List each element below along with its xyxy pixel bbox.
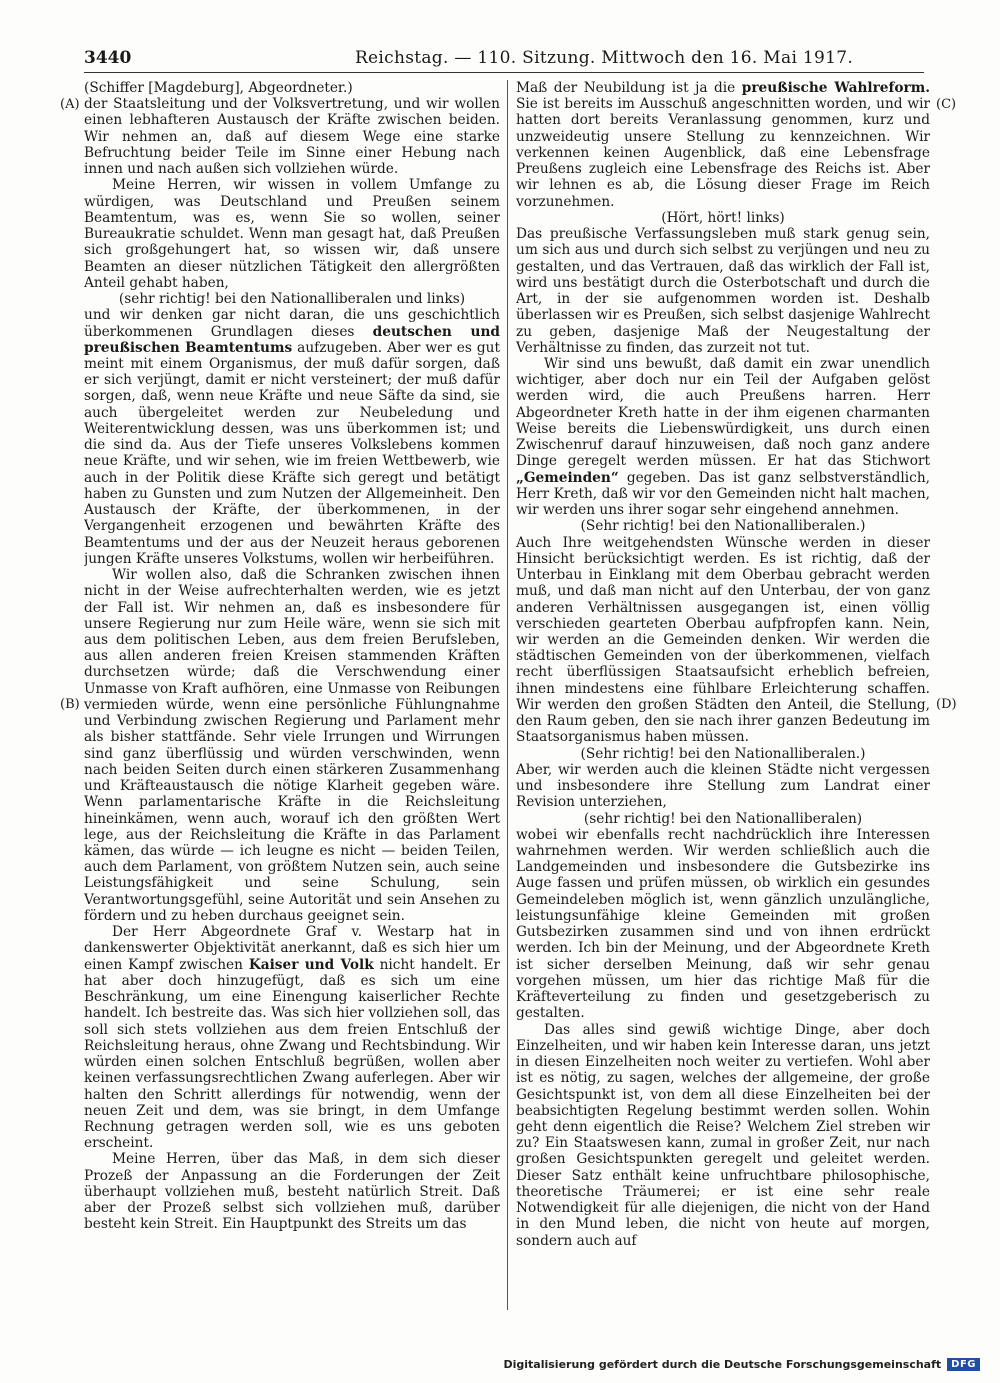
interjection: (Sehr richtig! bei den Nationalliberalen.) <box>580 518 866 535</box>
paragraph: Aber, wir werden auch die kleinen Städte nicht vergessen und insbesondere ihre Stellung zum Landrat einer Revision unterziehen, <box>516 761 930 811</box>
right-column <box>516 80 930 1310</box>
interjection: (sehr richtig! bei den Nationalliberalen) <box>583 810 863 827</box>
paragraph: Maß der Neubildung ist ja die preußische Wahlreform. Sie ist bereits im Ausschuß angeschnitten worden, und wir hatten dort bereits Veranlassung genommen, kurz und unzweideutig unsere Stellung zu kennzeichnen. Wir verkennen keinen Augenblick, daß eine Lebensfrage Preußens zugleich eine Lebensfrage des Reichs ist. Aber wir lehnen es ab, die Lösung dieser Frage im Reich vorzunehmen. <box>516 80 930 210</box>
margin-marker-b: (B) <box>60 697 80 712</box>
footer-text: Digitalisierung gefördert durch die Deutsche Forschungsgemeinschaft <box>503 1358 942 1371</box>
column-divider <box>507 80 508 1310</box>
margin-marker-c: (C) <box>936 97 957 112</box>
paragraph: Wir sind uns bewußt, daß damit ein zwar unendlich wichtiger, aber doch nur ein Teil der Aufgaben gelöst werden wird, die auch Preußens harren. Herr Abgeordneter Kreth hatte in der ihm eigenen charmanten Weise bereits die Liebenswürdigkeit, uns durch einen Zwischenruf darauf hinzuweisen, daß noch ganz andere Dinge geregelt werden müssen. Er hat das Stichwort „Gemeinden“ gegeben. Das ist ganz selbstverständlich, Herr Kreth, daß wir vor den Gemeinden nicht halt machen, wir werden uns ihrer sogar sehr eingehend annehmen. <box>516 355 930 519</box>
emphasis: deutschen und preußischen Beamtentums <box>84 323 500 356</box>
interjection: (Sehr richtig! bei den Nationalliberalen.) <box>580 745 866 762</box>
interjection: (Hört, hört! links) <box>661 209 785 226</box>
interjection: (sehr richtig! bei den Nationalliberalen und links) <box>118 291 466 308</box>
emphasis: „Gemeinden“ <box>516 469 619 486</box>
paragraph: wobei wir ebenfalls recht nachdrücklich ihre Interessen wahrnehmen werden. Wir werden schließlich auch die Landgemeinden und insbesondere die Gutsbezirke ins Auge fassen und prüfen müssen, ob wirklich ein gesundes Gemeindeleben möglich ist, wenn gänzlich unzulängliche, leistungsunfähige kleine Gemeinden mit großen Gutsbezirken zusammen sind und von ihnen erdrückt werden. Ich bin der Meinung, und der Abgeordnete Kreth ist sicher derselben Meinung, daß wir sehr genau vorgehen müssen, um hier das richtige Maß für die Kräfteverteilung zu finden und gesetzgeberisch zu gestalten. <box>516 826 930 1022</box>
left-column <box>84 80 500 1310</box>
paragraph: Meine Herren, wir wissen in vollem Umfange zu würdigen, was Deutschland und Preußen seinem Beamtentum, was es, wenn Sie so wollen, seiner Bureaukratie schuldet. Wenn man gesagt hat, daß Preußen sich großgehungert hat, so wissen wir, daß unsere Beamten an dieser nützlichen Tätigkeit den allergrößten Anteil gehabt haben, <box>84 177 500 291</box>
margin-marker-d: (D) <box>936 697 957 712</box>
speaker-line: (Schiffer [Magdeburg], Abgeordneter.) <box>84 80 353 96</box>
emphasis: Kaiser und Volk <box>248 956 374 973</box>
paragraph: Das preußische Verfassungsleben muß stark genug sein, um sich aus und durch sich selbst zu verjüngen und neu zu gestalten, und das Vertrauen, daß das wirklich der Fall ist, wird uns bestätigt durch die Osterbotschaft und durch die Art, in der sie aufgenommen worden ist. Deshalb überlassen wir es Preußen, sich selbst dasjenige Wahlrecht zu geben, dasjenige Maß der Neugestaltung der Verhältnisse zu finden, das zurzeit not tut. <box>516 226 930 356</box>
paragraph: und wir denken gar nicht daran, die uns geschichtlich überkommenen Grundlagen dieses deutschen und preußischen Beamtentums aufzugeben. Aber wer es gut meint mit einem Organismus, der muß dafür sorgen, daß er sich verjüngt, damit er nicht versteinert; der muß dafür sorgen, daß, wenn neue Kräfte und neue Säfte da sind, sie auch übergeleitet werden zur Neubeledung und Weiterentwicklung dessen, was uns überkommen ist; und die sind da. Aus der Tiefe unseres Volkslebens kommen neue Kräfte, und wir sehen, wie im freien Wettbewerb, wie auch in der Politik diese Kräfte sich geregt und betätigt haben zu Gunsten und zum Nutzen der Allgemeinheit. Den Austausch der Kräfte, der überkommenen, in der Vergangenheit erzogenen und bewährten Kräfte des Beamtentums und der aus der Neuzeit heraus geborenen jungen Kräfte unseres Volkstums, wollen wir herbeiführen. <box>84 307 500 567</box>
paragraph: der Staatsleitung und der Volksvertretung, und wir wollen einen lebhafteren Austausch der Kräfte zwischen beiden. Wir nehmen an, daß auf diesem Wege eine starke Befruchtung beider Teile im Sinne einer Hebung nach innen und nach außen sich vollziehen würde. <box>84 96 500 178</box>
paragraph: Wir wollen also, daß die Schranken zwischen ihnen nicht in der Weise aufrechterhalten werden, wie es jetzt der Fall ist. Wir nehmen an, daß es insbesondere für unsere Regierung nur zum Heile wäre, wenn sie sich mit aus dem politischen Leben, aus dem freien Berufsleben, aus allen anderen freien Kreisen stammenden Kräften durchsetzen würde; daß die Verschwendung einer Unmasse von Kraft aufhören, eine Unmasse von Reibungen vermieden würde, wenn eine persönliche Fühlungnahme und Verbindung zwischen Regierung und Parlament mehr als bisher stattfände. Sehr viele Irrungen und Wirrungen sind ganz überflüssig und würden verschwinden, wenn nach beiden Seiten durch einen stärkeren Zusammenhang und Kräfteaustausch die nötige Klarheit gegeben wäre. Wenn parlamentarische Kräfte in die Reichsleitung hineinkämen, wenn auch, worauf ich den größten Wert lege, aus der Reichsleitung die Kräfte in das Parlament kämen, das würde — ich leugne es nicht — beiden Teilen, auch dem Parlament, von größtem Nutzen sein, auch seine Leistungsfähigkeit und seine Schulung, sein Verantwortungsgefühl, seine Autorität und sein Ansehen zu fördern und zu heben durchaus geeignet sein. <box>84 567 500 924</box>
margin-marker-a: (A) <box>60 97 80 112</box>
page-header <box>84 44 924 73</box>
paragraph: Auch Ihre weitgehendsten Wünsche werden in dieser Hinsicht berücksichtigt werden. Es ist richtig, daß der Unterbau in Einklang mit dem Oberbau gebracht werden muß, und daß man nicht auf den Unterbau, der von ganz anderen Verhältnissen ausgegangen ist, einen völlig verschieden gearteten Oberbau aufpfropfen kann. Nein, wir werden an die Gemeinden denken. Wir werden die städtischen Gemeinden von der überkommenen, vielfach recht überflüssigen Staatsaufsicht erheblich befreien, ihnen mindestens eine fühlbare Erleichterung schaffen. Wir werden den großen Städten den Anteil, die Stellung, den Raum geben, den sie nach ihrer ganzen Bedeutung im Staatsorganismus haben müssen. <box>516 534 930 746</box>
paragraph: Das alles sind gewiß wichtige Dinge, aber doch Einzelheiten, und wir haben kein Interesse daran, uns jetzt in diesen Einzelheiten noch weiter zu vertiefen. Wohl aber ist es nötig, zu sagen, welches der allgemeine, der große Gesichtspunkt ist, von dem all diese Einzelheiten bei der beabsichtigten Regelung bestimmt werden sollen. Wohin geht denn eigentlich die Reise? Welchem Ziel streben wir zu? Ein Staatswesen kann, zumal in großer Zeit, nur nach großen Gesichtspunkten geregelt und geleitet werden. Dieser Satz enthält keine unfruchtbare philosophische, theoretische Träumerei; er ist eine sehr reale Notwendigkeit für alle diejenigen, die nicht von der Hand in den Mund leben, die nicht von heute auf morgen, sondern auch auf <box>516 1021 930 1249</box>
paragraph: Meine Herren, über das Maß, in dem sich dieser Prozeß der Anpassung an die Forderungen der Zeit überhaupt vollziehen muß, besteht natürlich Streit. Daß aber der Prozeß selbst sich vollziehen muß, darüber besteht kein Streit. Ein Hauptpunkt des Streits um das <box>84 1151 500 1233</box>
paragraph: Der Herr Abgeordnete Graf v. Westarp hat in dankenswerter Objektivität anerkannt, daß es sich hier um einen Kampf zwischen Kaiser und Volk nicht handelt. Er hat aber doch hinzugefügt, daß es sich um eine Beschränkung, um eine Einengung kaiserlicher Rechte handelt. Ich bestreite das. Was sich hier vollziehen soll, das soll sich stets vollziehen aus dem freien Entschluß der Reichsleitung heraus, ohne Zwang und Rechtsbindung. Wir würden einen solchen Entschluß begrüßen, wollen aber keinen verfassungsrechtlichen Zwang auferlegen. Aber wir halten den Schritt allerdings für notwendig, wenn der neuen Zeit und dem, was sie bringt, in dem Umfange Rechnung getragen werden soll, wie es uns geboten erscheint. <box>84 924 500 1152</box>
running-head: Reichstag. — 110. Sitzung. Mittwoch den 16. Mai 1917. <box>354 48 854 68</box>
emphasis: preußische Wahlreform. <box>741 80 930 96</box>
digitization-footer <box>503 1358 980 1371</box>
page-number: 3440 <box>84 48 132 68</box>
dfg-logo: DFG <box>947 1358 980 1371</box>
